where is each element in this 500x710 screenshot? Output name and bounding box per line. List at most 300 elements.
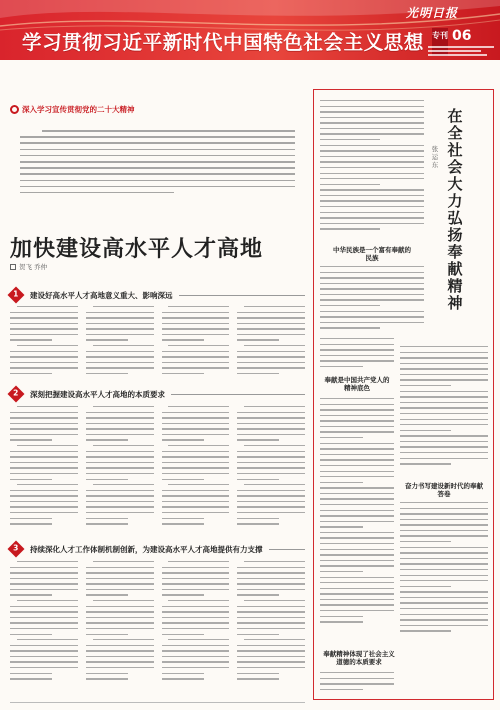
text-line <box>86 367 154 368</box>
text-line <box>86 417 154 418</box>
text-line <box>86 523 128 524</box>
text-line <box>400 346 488 347</box>
text-line <box>400 547 488 548</box>
text-line <box>320 431 394 432</box>
text-line <box>237 567 305 568</box>
text-line <box>10 423 78 424</box>
text-line <box>10 373 52 374</box>
text-line <box>162 328 230 329</box>
text-line <box>320 283 424 284</box>
text-line <box>162 506 230 507</box>
text-line <box>86 434 154 435</box>
byline-text: 贺飞 乔仲 <box>19 263 48 271</box>
sidebar-text-block <box>400 502 488 636</box>
text-line <box>86 650 154 651</box>
section-label <box>10 104 135 115</box>
text-line <box>17 306 78 307</box>
text-line <box>320 145 424 146</box>
text-line <box>320 288 424 289</box>
text-line <box>400 625 488 626</box>
text-line <box>400 519 488 520</box>
text-line <box>244 406 305 407</box>
text-line <box>17 345 78 346</box>
text-line <box>320 111 424 112</box>
text-line <box>320 200 424 201</box>
text-column <box>86 306 154 379</box>
text-line <box>237 490 305 491</box>
text-line <box>162 351 230 352</box>
text-line <box>86 334 154 335</box>
text-line <box>86 661 154 662</box>
text-line <box>237 656 305 657</box>
text-line <box>86 428 154 429</box>
text-line <box>86 339 128 340</box>
text-line <box>400 402 488 403</box>
text-line <box>320 150 424 151</box>
section-marker-icon <box>10 105 19 114</box>
text-line <box>10 351 78 352</box>
text-line <box>162 317 230 318</box>
text-line <box>10 611 78 612</box>
text-line <box>162 428 230 429</box>
text-line <box>320 178 424 179</box>
text-line <box>237 572 305 573</box>
text-line <box>320 349 394 350</box>
text-column <box>162 306 230 379</box>
subhead-text: 建设好高水平人才高地意义重大、影响深远 <box>30 290 173 300</box>
text-line <box>400 602 488 603</box>
text-line <box>10 673 52 674</box>
text-line <box>86 412 154 413</box>
text-column <box>10 561 78 684</box>
text-line <box>320 616 363 617</box>
text-line <box>320 117 424 118</box>
text-line <box>10 417 78 418</box>
text-line <box>400 524 488 525</box>
subhead-number-badge: 1 <box>8 287 25 304</box>
text-line <box>320 532 394 533</box>
text-line <box>162 572 230 573</box>
text-line <box>237 622 305 623</box>
text-line <box>162 501 230 502</box>
text-line <box>320 537 394 538</box>
text-line <box>86 501 154 502</box>
text-line <box>10 451 78 452</box>
text-line <box>320 161 424 162</box>
page-banner <box>0 0 500 60</box>
text-line <box>237 634 279 635</box>
text-line <box>400 614 488 615</box>
text-column <box>237 306 305 379</box>
text-line <box>162 490 230 491</box>
text-line <box>86 622 154 623</box>
text-line <box>237 678 279 679</box>
text-line <box>320 106 424 107</box>
text-line <box>10 645 78 646</box>
text-line <box>400 452 488 453</box>
text-line <box>162 667 230 668</box>
text-line <box>162 362 230 363</box>
text-line <box>400 352 488 353</box>
text-line <box>162 495 230 496</box>
text-line <box>244 345 305 346</box>
text-line <box>400 446 488 447</box>
text-line <box>400 608 488 609</box>
text-line <box>320 212 424 213</box>
text-line <box>320 448 394 449</box>
text-line <box>86 356 154 357</box>
sidebar-author: 张运东 <box>431 145 439 169</box>
text-line <box>320 360 394 361</box>
text-line <box>320 437 363 438</box>
text-line <box>10 312 78 313</box>
sidebar-title: 在全社会大力弘扬奉献精神 <box>447 107 463 312</box>
text-line <box>400 374 488 375</box>
text-line <box>400 458 488 459</box>
text-line <box>320 156 424 157</box>
text-line <box>86 678 128 679</box>
text-line <box>320 294 424 295</box>
text-line <box>320 195 424 196</box>
text-line <box>86 506 154 507</box>
text-line <box>86 439 128 440</box>
text-line <box>237 312 305 313</box>
text-line <box>168 561 229 562</box>
text-line <box>320 426 394 427</box>
text-line <box>400 435 488 436</box>
text-line <box>10 367 78 368</box>
editor-note <box>10 120 305 212</box>
text-line <box>400 580 488 581</box>
text-line <box>400 591 488 592</box>
text-line <box>162 650 230 651</box>
sidebar-text-block <box>320 266 424 333</box>
text-line <box>10 328 78 329</box>
text-line <box>86 583 154 584</box>
text-line <box>320 504 394 505</box>
text-line <box>237 506 305 507</box>
text-line <box>400 513 488 514</box>
text-line <box>162 467 230 468</box>
text-line <box>400 563 488 564</box>
text-line <box>244 600 305 601</box>
text-line <box>400 541 451 542</box>
text-line <box>400 396 488 397</box>
banner-title: 学习贯彻习近平新时代中国特色社会主义思想 <box>22 31 425 54</box>
text-line <box>244 445 305 446</box>
text-line <box>320 167 424 168</box>
text-line <box>10 512 78 513</box>
text-line <box>162 367 230 368</box>
text-line <box>400 430 451 431</box>
text-line <box>162 594 204 595</box>
text-line <box>320 299 424 300</box>
text-line <box>86 312 154 313</box>
text-line <box>10 339 52 340</box>
text-line <box>93 561 154 562</box>
text-line <box>162 578 230 579</box>
text-line <box>86 473 154 474</box>
text-line <box>400 619 488 620</box>
text-line <box>86 628 154 629</box>
section-label-text: 深入学习宣传贯彻党的二十大精神 <box>22 105 135 114</box>
text-line <box>237 456 305 457</box>
edition-info <box>428 46 494 58</box>
text-line <box>10 473 78 474</box>
text-line <box>400 502 488 503</box>
article-title: 加快建设高水平人才高地 <box>10 236 264 262</box>
sidebar-subhead-3: 奋力书写建设新时代的奉献答卷 <box>405 482 483 498</box>
text-column <box>10 306 78 379</box>
text-line <box>86 611 154 612</box>
text-line <box>320 588 394 589</box>
text-line <box>320 128 424 129</box>
text-line <box>237 462 305 463</box>
text-line <box>10 572 78 573</box>
text-line <box>320 593 394 594</box>
text-line <box>320 549 394 550</box>
text-line <box>320 277 424 278</box>
text-line <box>400 535 488 536</box>
text-line <box>162 473 230 474</box>
text-line <box>10 490 78 491</box>
text-line <box>400 391 488 392</box>
text-line <box>320 206 424 207</box>
text-line <box>10 628 78 629</box>
text-line <box>93 445 154 446</box>
text-line <box>162 518 204 519</box>
text-line <box>86 467 154 468</box>
text-line <box>400 508 488 509</box>
text-line <box>168 484 229 485</box>
text-line <box>86 673 128 674</box>
text-line <box>244 561 305 562</box>
text-line <box>320 526 363 527</box>
text-line <box>320 344 394 345</box>
text-line <box>10 362 78 363</box>
byline-box-icon <box>10 264 16 270</box>
text-line <box>237 589 305 590</box>
text-line <box>237 578 305 579</box>
text-line <box>10 578 78 579</box>
subhead-number-badge: 2 <box>8 386 25 403</box>
text-line <box>86 645 154 646</box>
text-line <box>10 428 78 429</box>
special-issue-tag: 专刊 <box>432 28 448 56</box>
text-line <box>320 409 394 410</box>
text-line <box>237 362 305 363</box>
text-line <box>320 571 363 572</box>
text-line <box>320 366 363 367</box>
text-line <box>86 462 154 463</box>
text-line <box>320 476 394 477</box>
text-line <box>17 445 78 446</box>
text-line <box>162 373 204 374</box>
article-byline <box>10 262 47 271</box>
text-line <box>162 312 230 313</box>
text-line <box>237 661 305 662</box>
text-line <box>162 611 230 612</box>
text-line <box>86 479 128 480</box>
text-line <box>10 334 78 335</box>
text-line <box>320 543 394 544</box>
text-line <box>10 678 52 679</box>
text-line <box>320 482 363 483</box>
text-line <box>162 339 204 340</box>
text-line <box>320 338 394 339</box>
text-line <box>237 501 305 502</box>
text-line <box>400 413 488 414</box>
subhead-3 <box>10 543 305 555</box>
text-line <box>86 578 154 579</box>
text-line <box>320 487 394 488</box>
text-line <box>10 634 52 635</box>
text-line <box>162 356 230 357</box>
text-line <box>17 600 78 601</box>
text-line <box>320 266 424 267</box>
text-line <box>237 594 279 595</box>
text-line <box>320 228 380 229</box>
text-line <box>162 661 230 662</box>
text-line <box>162 512 230 513</box>
text-line <box>86 667 154 668</box>
text-line <box>400 407 488 408</box>
text-line <box>10 661 78 662</box>
text-line <box>320 272 424 273</box>
text-line <box>10 467 78 468</box>
sidebar-intro-text <box>320 100 424 234</box>
text-line <box>237 512 305 513</box>
text-line <box>237 611 305 612</box>
text-line <box>10 462 78 463</box>
text-line <box>237 417 305 418</box>
text-line <box>320 223 424 224</box>
text-line <box>86 634 128 635</box>
subhead-1 <box>10 289 305 301</box>
text-column <box>237 406 305 529</box>
text-line <box>320 465 394 466</box>
sidebar-subhead-1: 中华民族是一个富有奉献的民族 <box>333 246 411 262</box>
subhead-text: 深刻把握建设高水平人才高地的本质要求 <box>30 389 165 399</box>
text-line <box>10 479 52 480</box>
text-line <box>10 656 78 657</box>
text-line <box>10 323 78 324</box>
text-line <box>237 650 305 651</box>
text-line <box>162 479 204 480</box>
text-line <box>86 490 154 491</box>
text-line <box>237 439 279 440</box>
subhead-text: 持续深化人才工作体制机制创新，为建设高水平人才高地提供有力支撑 <box>30 544 263 554</box>
body-text-block-3 <box>10 561 305 684</box>
text-line <box>237 583 305 584</box>
text-line <box>10 567 78 568</box>
text-line <box>237 434 305 435</box>
text-line <box>400 363 488 364</box>
text-line <box>86 617 154 618</box>
text-column <box>86 406 154 529</box>
text-line <box>237 518 279 519</box>
text-line <box>237 628 305 629</box>
text-line <box>244 639 305 640</box>
text-line <box>320 305 380 306</box>
text-line <box>162 678 204 679</box>
text-line <box>86 456 154 457</box>
text-line <box>10 495 78 496</box>
text-line <box>10 667 78 668</box>
text-line <box>162 656 230 657</box>
text-line <box>320 122 424 123</box>
text-line <box>162 645 230 646</box>
text-line <box>320 577 394 578</box>
text-line <box>320 327 380 328</box>
text-line <box>320 443 394 444</box>
text-line <box>237 367 305 368</box>
text-line <box>320 459 394 460</box>
text-line <box>320 599 394 600</box>
text-line <box>168 600 229 601</box>
text-line <box>86 518 128 519</box>
text-line <box>400 368 488 369</box>
text-line <box>162 456 230 457</box>
text-line <box>400 552 488 553</box>
text-line <box>320 560 394 561</box>
text-line <box>320 554 394 555</box>
text-line <box>93 639 154 640</box>
text-line <box>237 673 279 674</box>
text-line <box>237 495 305 496</box>
text-line <box>237 473 305 474</box>
text-line <box>162 617 230 618</box>
sidebar-text-block <box>320 338 394 371</box>
text-line <box>86 495 154 496</box>
text-line <box>320 621 363 622</box>
text-line <box>237 328 305 329</box>
text-line <box>86 589 154 590</box>
text-line <box>320 678 394 679</box>
text-line <box>162 423 230 424</box>
text-line <box>400 379 488 380</box>
text-line <box>86 323 154 324</box>
text-line <box>10 589 78 590</box>
sidebar-subhead-2: 奉献是中国共产党人的精神底色 <box>324 376 390 392</box>
text-line <box>400 441 488 442</box>
text-line <box>162 628 230 629</box>
text-line <box>244 306 305 307</box>
text-line <box>320 521 394 522</box>
text-line <box>162 622 230 623</box>
text-line <box>320 420 394 421</box>
text-line <box>320 311 424 312</box>
text-line <box>86 567 154 568</box>
text-line <box>237 467 305 468</box>
body-text-block-2 <box>10 406 305 529</box>
text-line <box>320 217 424 218</box>
text-line <box>86 512 154 513</box>
page-number: 06 <box>452 28 472 44</box>
body-text-block-1 <box>10 306 305 379</box>
text-line <box>400 586 451 587</box>
text-line <box>162 323 230 324</box>
text-line <box>400 575 488 576</box>
text-line <box>320 398 394 399</box>
text-line <box>10 506 78 507</box>
text-line <box>237 479 279 480</box>
text-line <box>93 484 154 485</box>
text-line <box>86 594 128 595</box>
text-line <box>162 606 230 607</box>
text-line <box>320 672 394 673</box>
text-line <box>162 589 230 590</box>
